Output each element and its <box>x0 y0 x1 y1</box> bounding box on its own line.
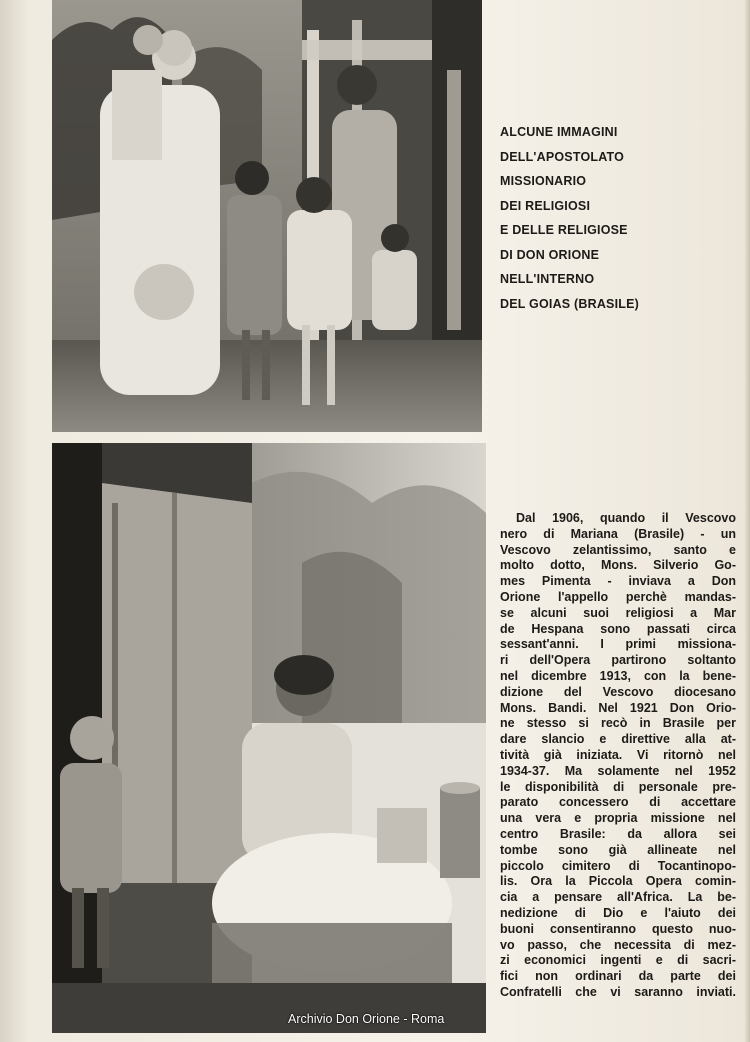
article-line: dizione del Vescovo diocesano <box>500 684 736 699</box>
caption-line: NELL'INTERNO <box>500 272 595 286</box>
caption-line: DEL GOIAS (BRASILE) <box>500 296 639 311</box>
article-line: ne stesso si recò in Brasile per <box>500 716 736 731</box>
article-line: Dal 1906, quando il Vescovo <box>516 511 736 525</box>
article-line: Confratelli che vi saranno inviati. <box>500 984 736 999</box>
caption-line: DI DON ORIONE <box>500 247 600 262</box>
article-line: de Hespana sono passati circa <box>500 621 736 636</box>
article-line: nero di Mariana (Brasile) - un <box>500 526 736 541</box>
caption-line: E DELLE RELIGIOSE <box>500 223 628 237</box>
photo-missionaries-with-family <box>52 0 482 432</box>
article-line: tività già iniziata. Vi ritornò nel <box>500 747 736 762</box>
article-line: Vescovo zelantissimo, santo e <box>500 542 736 557</box>
caption-line: ALCUNE IMMAGINI <box>500 125 618 139</box>
caption-line: DELL'APOSTOLATO <box>500 149 625 164</box>
binding-gutter-shadow <box>0 0 28 1042</box>
article-line: buoni consentiranno questo nuo- <box>500 921 736 936</box>
article-line: ri dell'Opera partirono soltanto <box>500 653 736 668</box>
article-line: vo passo, che necessita di mez- <box>500 937 736 952</box>
article-line: le disponibilità di personale pre- <box>500 779 736 794</box>
article-body <box>500 511 736 1001</box>
article-line: mes Pimenta - inviava a Don <box>500 574 736 589</box>
article-line: cia a pensare all'Africa. La be- <box>500 890 736 905</box>
article-line: Mons. Bandi. Nel 1921 Don Orio- <box>500 700 736 715</box>
article-line: piccolo cimitero di Tocantinopo- <box>500 858 736 873</box>
page-edge-shadow <box>744 0 750 1042</box>
article-line: lis. Ora la Piccola Opera comin- <box>500 874 736 889</box>
article-line: zi economici ingenti e di sacri- <box>500 953 736 968</box>
article-line: una vera e propria missione nel <box>500 811 736 826</box>
caption-line: MISSIONARIO <box>500 174 587 188</box>
article-line: nedizione di Dio e l'aiuto dei <box>500 905 736 920</box>
photo-caption <box>500 120 700 316</box>
archive-watermark: Archivio Don Orione - Roma <box>288 1012 445 1026</box>
article-line: parato concessero di accettare <box>500 795 736 810</box>
article-line: sessant'anni. I primi missiona- <box>500 637 736 652</box>
article-line: Orione l'appello perchè mandas- <box>500 589 736 604</box>
article-line: molto dotto, Mons. Silverio Go- <box>500 558 736 573</box>
article-line: centro Brasile: da allora sei <box>500 826 736 841</box>
article-line: 1934-37. Ma solamente nel 1952 <box>500 763 736 778</box>
photo-missionaries-illustration <box>52 0 482 432</box>
caption-line: DEI RELIGIOSI <box>500 198 591 213</box>
photo-woman-illustration <box>52 443 486 1033</box>
article-line: tombe sono già allineate nel <box>500 842 736 857</box>
article-line: fici non ordinari da parte dei <box>500 969 736 984</box>
photo-woman-and-child <box>52 443 486 1033</box>
article-line: nel dicembre 1913, con la bene- <box>500 668 736 683</box>
article-line: dare slancio e direttive alla at- <box>500 732 736 747</box>
article-line: se alcuni suoi religiosi a Mar <box>500 605 736 620</box>
